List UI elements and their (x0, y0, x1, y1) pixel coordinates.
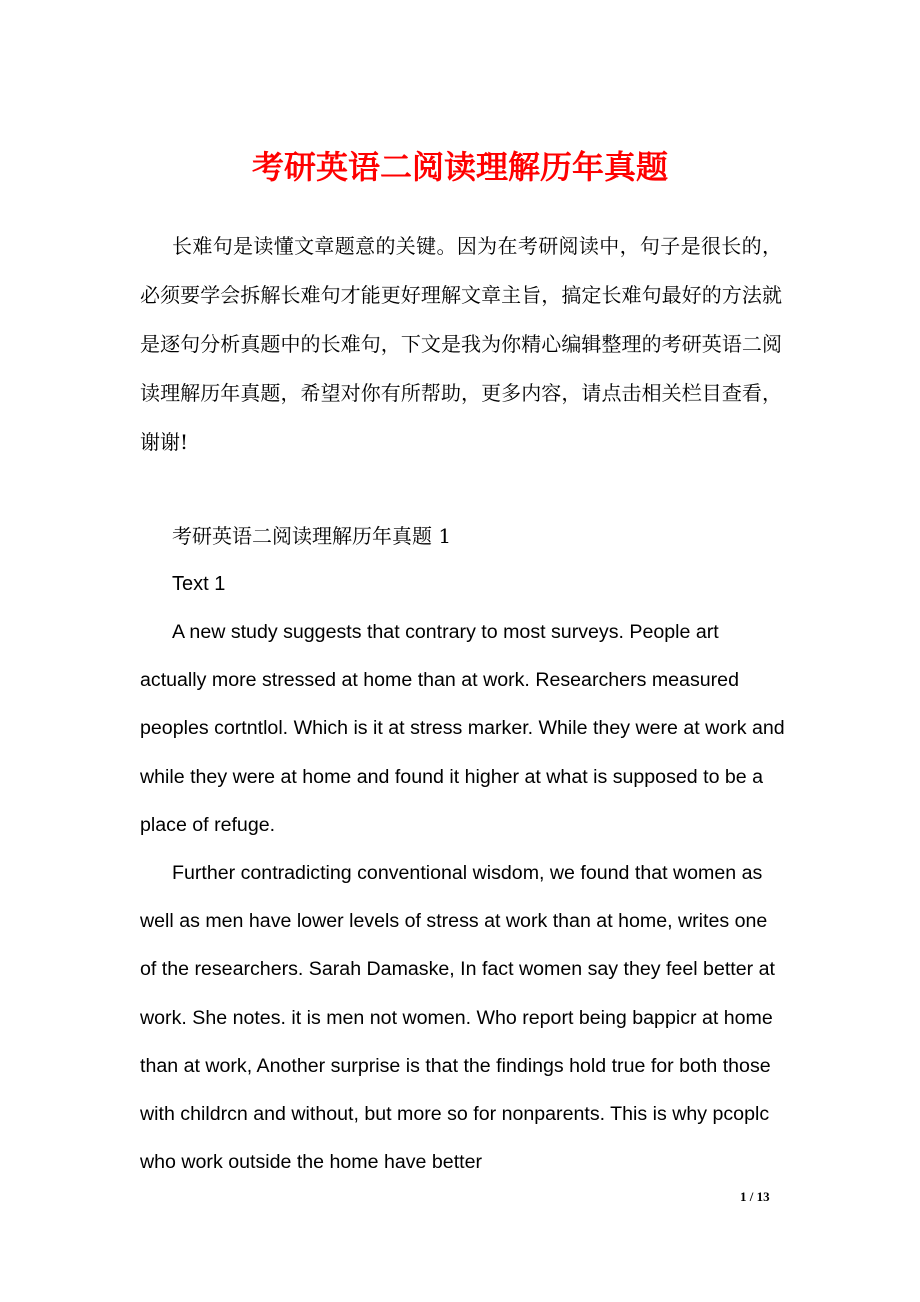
page-number: 1 / 13 (740, 1189, 770, 1204)
intro-paragraph: 长难句是读懂文章题意的关键。因为在考研阅读中，句子是很长的，必须要学会拆解长难句才能更好理解文章主旨，搞定长难句最好的方法就是逐句分析真题中的长难句，下文是我为你精心编辑整理的考研英语二阅读理解历年真题，希望对你有所帮助，更多内容，请点击相关栏目查看，谢谢! (140, 234, 782, 454)
section-heading: 考研英语二阅读理解历年真题 1 (172, 524, 452, 548)
body-paragraph: A new study suggests that contrary to most surveys. People art actually more stressed at home than at work. Researchers measured peoples cortntlol. Which is it at stress marker. While they were at work and while they were at home and found it higher at what is supposed to be a place of refuge. (140, 621, 785, 836)
page-title: 考研英语二阅读理解历年真题 (251, 148, 668, 186)
body-paragraph: Further contradicting conventional wisdom, we found that women as well as men have lower levels of stress at work than at home, writes one of the researchers. Sarah Damaske, In fact women say they feel better at work. She notes. it is men not women. Who report being bappicr at home than at work, Another surprise is that the findings hold true for both those with childrcn and without, but more so for nonparents. This is why pcoplc who work outside the home have better (140, 862, 775, 1174)
text-label: Text 1 (172, 573, 226, 595)
